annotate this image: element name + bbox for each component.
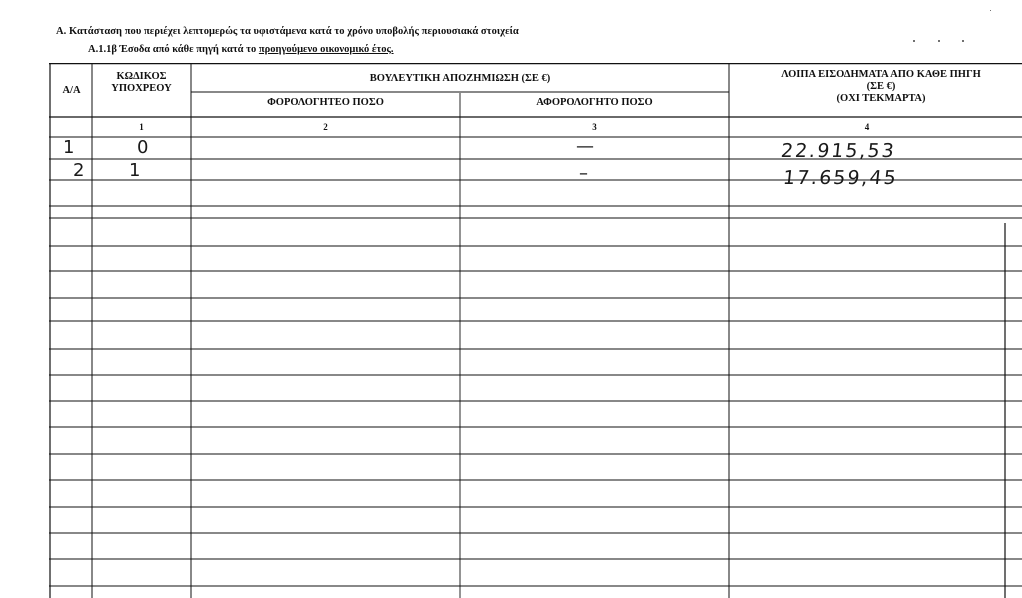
row-code: 0 [137,137,149,158]
header-aa: Α/Α [62,85,81,96]
scan-speck [938,40,940,42]
row-lines [49,159,1022,586]
scan-speck [990,10,991,11]
document-subtitle [88,44,394,55]
row-nontaxable: – [579,163,588,184]
row-other-income: 17.659,45 [781,167,899,189]
header-other-line3: (ΟΧΙ ΤΕΚΜΑΡΤΑ) [836,93,926,104]
scan-speck [962,40,964,42]
header-other-line1: ΛΟΙΠΑ ΕΙΣΟΔΗΜΑΤΑ ΑΠΟ ΚΑΘΕ ΠΗΓΗ [781,69,981,80]
subtitle-underlined: προηγούμενο οικονομικό έτος. [258,44,394,55]
row-aa: 2 [73,160,85,181]
row-nontaxable: — [576,136,594,157]
row-other-income: 22.915,53 [779,140,897,162]
header-code-line2: ΥΠΟΧΡΕΟΥ [111,83,172,94]
document-title: Α. Κατάσταση που περιέχει λεπτομερώς τα υφιστάμενα κατά το χρόνο υποβολής περιουσιακά στοιχεία [56,26,519,37]
header-other-line2: (ΣΕ €) [866,81,896,92]
column-number-3: 3 [592,122,597,132]
header-code-line1: ΚΩΔΙΚΟΣ [116,71,167,82]
column-number-1: 1 [139,122,144,132]
subtitle-prefix: Α.1.1β Έσοδα από κάθε πηγή κατά το [88,44,259,55]
header-taxable: ΦΟΡΟΛΟΓΗΤΕΟ ΠΟΣΟ [267,97,384,108]
row-aa: 1 [63,137,75,158]
scan-speck [913,40,915,42]
column-number-4: 4 [864,122,870,132]
row-code: 1 [129,160,141,181]
column-number-2: 2 [323,122,328,132]
header-nontaxable: ΑΦΟΡΟΛΟΓΗΤΟ ΠΟΣΟ [536,97,653,108]
income-table [49,63,1022,598]
header-compensation: ΒΟΥΛΕΥΤΙΚΗ ΑΠΟΖΗΜΙΩΣΗ (ΣΕ €) [369,73,551,84]
header-code [92,71,191,95]
header-other-income [731,69,1022,105]
